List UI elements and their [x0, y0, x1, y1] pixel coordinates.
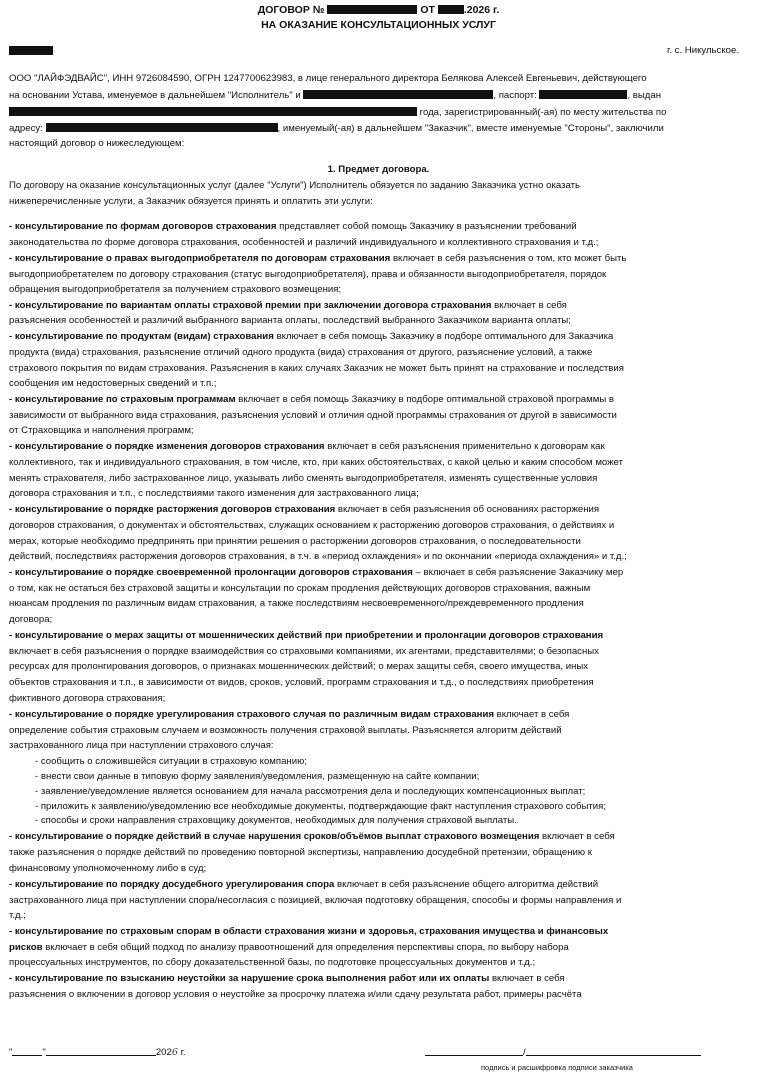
item-text: финансовому уполномоченному либо в суд;: [9, 863, 207, 874]
contract-title: [0, 4, 757, 16]
year-handwritten: 6: [171, 1047, 178, 1058]
date-quote: ": [42, 1047, 46, 1058]
item-heading: - консультирование по страховым программам: [9, 394, 236, 405]
item-text: включает в себя: [493, 709, 570, 720]
day-blank: [12, 1046, 42, 1056]
item-text: также разъяснения о порядке действий по проведению повторной экспертизы, направлению досудебной претензии, обращению к: [9, 847, 592, 858]
item-text: продукта (вида) страхования, разъяснение отличий одного продукта (вида) страхования от другого, разъяснение условий, а также: [9, 347, 593, 358]
item-text: выгодоприобретателем по договору страхования (статус выгодоприобретателя), права и обязанности выгодоприобретателя, порядок: [9, 269, 607, 280]
preamble-line-4: [9, 123, 664, 135]
preamble-line-1: ООО "ЛАЙФЭДВАЙС", ИНН 9726084590, ОГРН 1247700623983, в лице генерального директора Белякова Алексей Евгеньевич, действующего: [9, 73, 647, 84]
intro-line-1: По договору на оказание консультационных услуг (далее "Услуги") Исполнитель обязуется по заданию Заказчика устно оказать: [9, 180, 580, 191]
item-settlement: [9, 709, 569, 721]
redacted-passport: [539, 90, 627, 99]
title-prefix: ДОГОВОР №: [257, 4, 325, 16]
sub-item: - сообщить о сложившейся ситуации в страховую компанию;: [35, 756, 307, 767]
place: г. с. Никульское.: [667, 45, 739, 56]
item-text: включает в себя помощь Заказчику в подборе оптимального для Заказчика: [273, 331, 614, 342]
item-text: о том, как не остаться без страховой защиты и консультации по срокам продления действующих договоров страхования, важным: [9, 583, 591, 594]
sub-item: - заявление/уведомление является основанием для начала рассмотрения дела и последующих компенсационных выплат;: [35, 786, 586, 797]
item-text: договора страхования и т.п., с последствиями такого изменения для застрахованного лица;: [9, 488, 419, 499]
date-field: [9, 1046, 186, 1058]
item-heading: - консультирование по вариантам оплаты страховой премии при заключении договора страхования: [9, 300, 492, 311]
item-heading: - консультирование о порядке своевременной пролонгации договоров страхования: [9, 567, 413, 578]
sub-item: - приложить к заявлению/уведомлению все необходимые документы, подтверждающие факт наступления страхового события;: [35, 801, 606, 812]
preamble-text: года, зарегистрированный(-ая) по месту жительства по: [419, 107, 667, 118]
item-text: разъяснения особенностей и различий выбранного варианта оплаты, последствий выбранного Заказчиком варианта оплаты;: [9, 315, 571, 326]
item-heading: рисков: [9, 942, 43, 953]
item-text: коллективного, так и индивидуального страхования, в том числе, кто, при каких обстоятельствах, с какой целью и каким способом может: [9, 457, 623, 468]
item-text: законодательства по форме договора страхования, особенностей и различий индивидуального и коллективного страхования и т.д.;: [9, 237, 599, 248]
item-text: включает в себя разъяснения применительно к договорам как: [324, 441, 605, 452]
item-text: фиктивного договора страхования;: [9, 693, 166, 704]
title-suffix: .2026 г.: [463, 4, 500, 16]
item-text: договоров страхования, о документах и обстоятельствах, служащих основанием к расторжению договоров страхования, о действиях и: [9, 520, 615, 531]
item-text: включает в себя разъяснение общего алгоритма действий: [334, 879, 599, 890]
signature-caption: подпись и расшифровка подписи заказчика: [481, 1063, 633, 1072]
item-disputes: - консультирование по страховым спорам в области страхования жизни и здоровья, страхования имущества и финансовых: [9, 926, 609, 937]
month-blank: [46, 1046, 156, 1056]
item-text: действий, последствиях расторжения договоров страхования, в т.ч. в «период охлаждения» и по окончании «периода охлаждения» и т.д.;: [9, 551, 627, 562]
item-heading: - консультирование о порядке действий в случае нарушения сроков/объёмов выплат страхового возмещения: [9, 831, 540, 842]
sub-item: - способы и сроки направления страховщику документов, необходимых для получения страховой выплаты.: [35, 815, 517, 826]
year-text: 202: [155, 1047, 172, 1058]
signature-slash: /: [523, 1047, 526, 1058]
item-text: разъяснения о включении в договор условия о неустойке за просрочку платежа и/или сдачу результата работ, примеры расчёта: [9, 989, 582, 1000]
item-heading: - консультирование по формам договоров страхования: [9, 221, 277, 232]
item-text: включает в себя помощь Заказчику в подборе оптимальной страховой программы в: [235, 394, 614, 405]
redacted-address: [46, 123, 278, 132]
item-violation: [9, 831, 615, 843]
item-text: т.д.;: [9, 910, 26, 921]
item-text: определение события страховым случаем и возможность получения страховой выплаты. Разъясняется алгоритм действий: [9, 725, 562, 736]
item-payment: [9, 300, 567, 312]
item-prolongation: [9, 567, 623, 579]
item-text: страхового покрытия по видам страхования. Разъяснения в каких случаях Заказчик не может быть принят на страхование и последствия: [9, 363, 624, 374]
signature-blank: [425, 1046, 523, 1056]
item-text: включает в себя: [489, 973, 565, 984]
redacted-issued: [9, 107, 417, 116]
redacted-number: [327, 5, 417, 14]
item-text: [9, 942, 569, 954]
item-text: представляет собой помощь Заказчику в разъяснении требований: [276, 221, 577, 232]
item-heading: - консультирование по взысканию неустойки за нарушение срока выполнения работ или их оплаты: [9, 973, 490, 984]
year-suffix: г.: [177, 1047, 186, 1058]
item-text: включает в себя разъяснения о том, кто может быть: [390, 253, 627, 264]
item-forms: [9, 221, 577, 233]
preamble-text: , выдан: [627, 90, 662, 101]
intro-line-2: нижеперечисленные услуги, а Заказчик обязуется принять и оплатить эти услуги:: [9, 196, 373, 207]
item-text: объектов страхования и т.п., в зависимости от видов, сроков, условий, программ страхования и т.д., о последствиях приобретения: [9, 677, 594, 688]
item-heading: - консультирование о правах выгодоприобретателя по договорам страхования: [9, 253, 391, 264]
section-title: 1. Предмет договора.: [327, 164, 430, 175]
item-text: включает в себя разъяснения об основаниях расторжения: [335, 504, 600, 515]
item-text: сообщения им недостоверных сведений и т.п.;: [9, 378, 217, 389]
sub-item: - внести свои данные в типовую форму заявления/уведомления, размещенную на сайте компании;: [35, 771, 480, 782]
item-programs: [9, 394, 614, 406]
contract-subtitle: НА ОКАЗАНИЕ КОНСУЛЬТАЦИОННЫХ УСЛУГ: [261, 19, 496, 31]
item-text: мерах, которые необходимо предпринять при принятии решения о расторжении договоров страхования, о последовательности: [9, 536, 581, 547]
item-heading: - консультирование о порядке расторжения договоров страхования: [9, 504, 336, 515]
item-heading: - консультирование о порядке изменения договоров страхования: [9, 441, 325, 452]
item-text: договора;: [9, 614, 53, 625]
item-penalty: [9, 973, 565, 985]
item-heading: - консультирование по порядку досудебного урегулирования спора: [9, 879, 335, 890]
redacted-date: [438, 5, 464, 14]
item-termination: [9, 504, 599, 516]
title-middle: ОТ: [420, 4, 435, 16]
item-text: застрахованного лица при наступлении страхового случая:: [9, 740, 274, 751]
item-pretrial: [9, 879, 598, 891]
redacted-date-left: [9, 46, 53, 55]
item-heading: - консультирование о порядке урегулирования страхового случая по различным видам страхования: [9, 709, 494, 720]
item-heading: - консультирование по продуктам (видам) страхования: [9, 331, 274, 342]
item-fraud: - консультирование о мерах защиты от мошеннических действий при приобретении и пролонгации договоров страхования: [9, 630, 604, 641]
item-changes: [9, 441, 605, 453]
item-text: включает в себя: [491, 300, 567, 311]
redacted-name: [303, 90, 493, 99]
item-beneficiary: [9, 253, 626, 265]
preamble-line-3: [9, 107, 666, 119]
item-text: включает в себя разъяснения о порядке взаимодействия со страховыми компаниями, их агентами, представителями; о безопасных: [9, 646, 599, 657]
item-text: зависимости от выбранного вида страхования, разъяснения условий и отличия одной программы страхования от другой в зависимости: [9, 410, 617, 421]
date-quote: ": [9, 1047, 13, 1058]
item-text: включает в себя: [539, 831, 615, 842]
preamble-line-2: [9, 90, 661, 102]
item-text: – включает в себя разъяснение Заказчику мер: [412, 567, 624, 578]
signature-field: [425, 1046, 701, 1058]
name-blank: [526, 1046, 701, 1056]
item-text: менять страхователя, либо застрахованное лицо, указывать либо сменять выгодоприобретателя, изменять существенные условия: [9, 473, 598, 484]
item-text: включает в себя общий подход по анализу правоотношений для определения перспективы спора, по выбору набора: [42, 942, 569, 953]
preamble-line-5: настоящий договор о нижеследующем:: [9, 138, 185, 149]
item-text: застрахованного лица при наступлении спора/несогласия с позицией, включая подготовку обращения, способы и формы направления и: [9, 895, 622, 906]
item-text: процессуальных инструментов, по сбору доказательственной базы, по подготовке процессуальных документов и т.д.;: [9, 957, 536, 968]
item-text: ресурсах для пролонгирования договоров, о признаках мошеннических действий; о мерах защиты себя, своего имущества, иных: [9, 661, 589, 672]
preamble-text: адресу:: [9, 123, 43, 134]
item-text: от Страховщика и наполнения программ;: [9, 425, 194, 436]
item-text: обращения выгодоприобретателя за получением страхового возмещения;: [9, 284, 342, 295]
preamble-text: на основании Устава, именуемое в дальнейшем "Исполнитель" и: [9, 90, 301, 101]
item-products: [9, 331, 613, 343]
preamble-text: , паспорт:: [493, 90, 537, 101]
preamble-text: , именуемый(-ая) в дальнейшем "Заказчик", вместе именуемые "Стороны", заключили: [277, 123, 664, 134]
item-text: нюансам продления по различным видам страхования, а также последствиям несвоевременного/преждевременного продления: [9, 598, 584, 609]
